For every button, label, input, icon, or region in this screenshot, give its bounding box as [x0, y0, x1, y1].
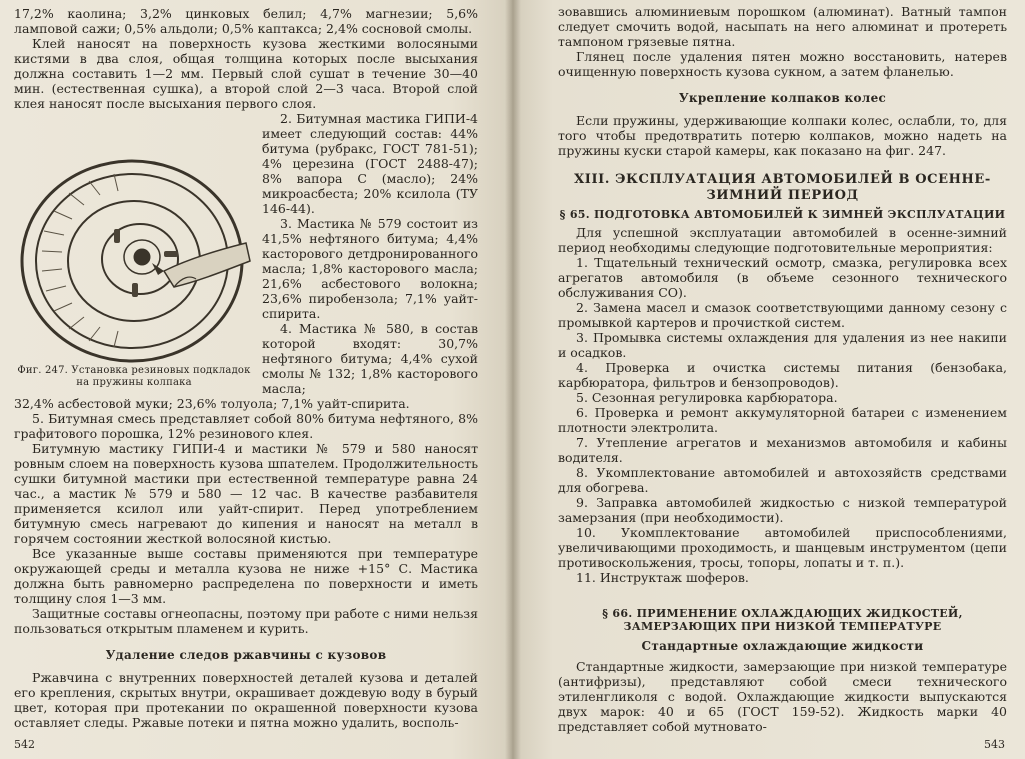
heading-hubcaps: Укрепление колпаков колес — [678, 91, 887, 105]
left-paragraph-temperature: Все указанные выше составы применяются при температуре окружающей среды и металла кузова не ниже +15° С. Мастика должна быть равномерно распределена по поверхности и иметь толщину слоя 1—3 мм. — [14, 546, 478, 606]
right-paragraph-aluminate: зовавшись алюминиевым порошком (алюминат). Ватный тампон следует смочить водой, насыпать на него алюминат и протереть тампоном грязевые пятна. — [558, 4, 1007, 49]
section-65-heading: § 65. ПОДГОТОВКА АВТОМОБИЛЕЙ К ЗИМНЕЙ ЭКСПЛУАТАЦИИ — [559, 208, 1006, 221]
list-item: 2. Замена масел и смазок соответствующими данному сезону с промывкой картеров и прочисткой систем. — [558, 300, 1007, 330]
list-item: 5. Сезонная регулировка карбюратора. — [576, 390, 838, 405]
right-paragraph-hubcaps: Если пружины, удерживающие колпаки колес, ослабли, то, для того чтобы предотвратить потерю колпаков, можно надеть на пружины куски старой камеры, как показано на фиг. 247. — [558, 113, 1007, 158]
right-page — [512, 0, 1025, 759]
figure-caption: Фиг. 247. Установка резиновых подкладок на пружины колпака — [17, 365, 251, 388]
left-item-4-continued: 32,4% асбестовой муки; 23,6% толуола; 7,1% уайт-спирита. — [14, 396, 410, 411]
figure-247 — [14, 111, 258, 396]
right-paragraph-intro: Для успешной эксплуатации автомобилей в осенне-зимний период необходимы следующие подготовительные мероприятия: — [558, 225, 1007, 255]
left-item-4: 4. Мастика № 580, в состав которой входят: 30,7% нефтяного битума; 4,4% сухой смолы № 132; 1,8% касторового масла; — [262, 321, 478, 396]
left-paragraph-application: Битумную мастику ГИПИ-4 и мастики № 579 и 580 наносят ровным слоем на поверхность кузова шпателем. Продолжительность сушки битумной мастики при естественной температуре равна 24 час., а мастик № 579 и 580 — 12 час. В качестве разбавителя применяется ксилол или уайт-спирит. Перед употреблением битумную смесь нагревают до кипения и наносят на металл в горячем состоянии жесткой волосяной кистью. — [14, 441, 478, 546]
left-paragraph-composition: 17,2% каолина; 3,2% цинковых белил; 4,7% магнезии; 5,6% ламповой сажи; 0,5% альдоли; 0,5% каптакса; 2,4% сосновой смолы. — [14, 6, 478, 36]
chapter-heading: XIII. ЭКСПЛУАТАЦИЯ АВТОМОБИЛЕЙ В ОСЕННЕ-ЗИМНИЙ ПЕРИОД — [574, 172, 991, 203]
page-number-right: 543 — [984, 738, 1005, 751]
list-item: 7. Утепление агрегатов и механизмов автомобиля и кабины водителя. — [558, 435, 1007, 465]
figure-side-text — [258, 111, 478, 396]
left-item-2: 2. Битумная мастика ГИПИ-4 имеет следующий состав: 44% битума (рубракс, ГОСТ 781-51); 4% церезина (ГОСТ 2488-47); 8% вапора С (масло); 24% микроасбеста; 20% ксилола (ТУ 146-44). — [262, 111, 478, 216]
list-item: 1. Тщательный технический осмотр, смазка, регулировка всех агрегатов автомобиля (в объеме сезонного технического обслуживания СО). — [558, 255, 1007, 300]
list-item: 11. Инструктаж шоферов. — [576, 570, 749, 585]
list-item: 9. Заправка автомобилей жидкостью с низкой температурой замерзания (при необходимости). — [558, 495, 1007, 525]
left-paragraph-fire: Защитные составы огнеопасны, поэтому при работе с ними нельзя пользоваться открытым пламенем и курить. — [14, 606, 478, 636]
book-gutter-shadow — [505, 0, 521, 759]
list-item: 10. Укомплектование автомобилей приспособлениями, увеличивающими проходимость, и шанцевым инструментом (цепи противоскольжения, тросы, топоры, лопаты и т. п.). — [558, 525, 1007, 570]
list-item: 3. Промывка системы охлаждения для удаления из нее накипи и осадков. — [558, 330, 1007, 360]
section-66-heading: § 66. ПРИМЕНЕНИЕ ОХЛАЖДАЮЩИХ ЖИДКОСТЕЙ, ЗАМЕРЗАЮЩИХ ПРИ НИЗКОЙ ТЕМПЕРАТУРЕ — [602, 607, 963, 633]
page-number-left: 542 — [14, 738, 35, 751]
list-item: 8. Укомплектование автомобилей и автохозяйств средствами для обогрева. — [558, 465, 1007, 495]
left-item-5: 5. Битумная смесь представляет собой 80% битума нефтяного, 8% графитового порошка, 12% резинового клея. — [14, 411, 478, 441]
heading-standard-fluids: Стандартные охлаждающие жидкости — [641, 639, 924, 653]
list-item: 6. Проверка и ремонт аккумуляторной батареи с изменением плотности электролита. — [558, 405, 1007, 435]
right-paragraph-standard-fluids: Стандартные жидкости, замерзающие при низкой температуре (антифризы), представляют собой смеси технического этиленгликоля с водой. Охлаждающие жидкости выпускаются двух марок: 40 и 65 (ГОСТ 159-52). Жидкость марки 40 представляет собой мутновато- — [558, 659, 1007, 734]
left-paragraph-rust: Ржавчина с внутренних поверхностей деталей кузова и деталей его крепления, скрытых внутри, окрашивает дождевую воду в бурый цвет, которая при протекании по окрашенной поверхности кузова оставляет следы. Ржавые потеки и пятна можно удалить, восполь- — [14, 670, 478, 730]
list-item: 4. Проверка и очистка системы питания (бензобака, карбюратора, фильтров и бензопроводов). — [558, 360, 1007, 390]
heading-rust-removal: Удаление следов ржавчины с кузовов — [105, 648, 387, 662]
left-paragraph-glue: Клей наносят на поверхность кузова жесткими волосяными кистями в два слоя, общая толщина которых после высыхания должна составить 1—2 мм. Первый слой сушат в течение 30—40 мин. (естественная сушка), а второй слой 2—3 часа. Второй слой клея наносят после высыхания первого слоя. — [14, 36, 478, 111]
wheel-hubcap-illustration — [14, 111, 254, 363]
left-page — [0, 0, 512, 759]
left-item-3: 3. Мастика № 579 состоит из 41,5% нефтяного битума; 4,4% касторового детдронированного масла; 1,8% касторового масла; 21,6% асбестового волокна; 23,6% пиробензола; 7,1% уайт-спирита. — [262, 216, 478, 321]
figure-block — [14, 111, 478, 396]
right-paragraph-gloss: Глянец после удаления пятен можно восстановить, натерев очищенную поверхность кузова сукном, а затем фланелью. — [558, 49, 1007, 79]
